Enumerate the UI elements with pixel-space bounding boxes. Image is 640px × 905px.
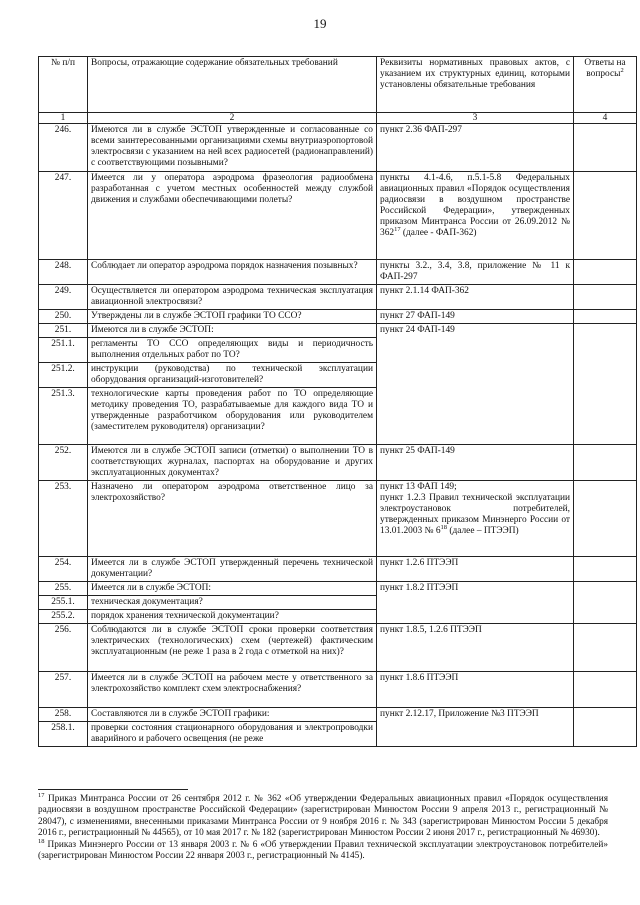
row-question: Имеется ли в службе ЭСТОП: [88,582,377,596]
row-question: Составляются ли в службе ЭСТОП графики: [88,708,377,722]
row-answer [574,445,637,481]
row-number: 248. [39,260,88,285]
row-answer [574,260,637,285]
row-number: 252. [39,445,88,481]
row-reference: пункт 1.2.6 ПТЭЭП [377,557,574,582]
reference-text-2-body: пункт 1.2.3 Правил технической эксплуатации электроустановок потребителей, утвержденных приказом Минэнерго России от 13.01.2003 № 6 [380,493,570,536]
column-index: 2 [88,113,377,124]
footnote-17 [38,791,608,840]
footnote-text: Приказ Минэнерго России от 13 января 2003 г. № 6 «Об утверждении Правил технической эксплуатации электроустановок потребителей» (зарегистрирован Минюстом России 22 января 2003 г., регистрационный № 4145). [38,839,608,862]
row-number: 247. [39,172,88,260]
row-number: 249. [39,285,88,310]
row-answer [574,624,637,672]
row-reference [377,172,574,260]
footnote-ref-18: 18 [440,523,448,531]
row-number: 255.1. [39,596,88,610]
row-reference: пункты 3.2., 3.4, 3.8, приложение № 11 к ФАП-297 [377,260,574,285]
footnote-mark: 18 [38,837,45,845]
row-reference: пункт 1.8.2 ПТЭЭП [377,582,574,624]
row-reference: пункт 2.12.17, Приложение №3 ПТЭЭП [377,708,574,747]
row-reference: пункт 25 ФАП-149 [377,445,574,481]
table-row [39,324,637,338]
row-question: порядок хранения технической документации? [88,610,377,624]
column-index: 4 [574,113,637,124]
row-number: 253. [39,481,88,557]
table-row [39,445,637,481]
row-answer [574,582,637,624]
row-answer [574,672,637,708]
table-row [39,260,637,285]
row-question: Имеется ли у оператора аэродрома фразеология радиообмена разработанная с учетом местных особенностей между службой движения и службами обеспечивающими полеты? [88,172,377,260]
row-answer [574,324,637,445]
row-number: 251.1. [39,338,88,363]
table-row [39,624,637,672]
footnote-mark: 17 [38,791,45,799]
reference-text-2-tail: (далее – ПТЭЭП) [447,526,519,536]
row-number: 255.2. [39,610,88,624]
table-row [39,708,637,722]
row-number: 254. [39,557,88,582]
row-number: 257. [39,672,88,708]
row-reference: пункт 2.36 ФАП-297 [377,124,574,172]
header-answer-label: Ответы на вопросы [584,58,626,79]
row-answer [574,708,637,747]
row-number: 250. [39,310,88,324]
row-number: 251.3. [39,388,88,445]
row-number: 251.2. [39,363,88,388]
table-row [39,172,637,260]
row-number: 255. [39,582,88,596]
row-number: 256. [39,624,88,672]
row-question: Имеется ли в службе ЭСТОП утвержденный перечень технической документации? [88,557,377,582]
row-question: инструкции (руководства) по технической эксплуатации оборудования организаций-изготовителей? [88,363,377,388]
column-index: 3 [377,113,574,124]
footnote-text: Приказ Минтранса России от 26 сентября 2012 г. № 362 «Об утверждении Федеральных авиационных правил «Порядок осуществления радиосвязи в воздушном пространстве Российской Федерации» (зарегистрирован Минюстом России 9 апреля 2013 г., регистрационный № 28047), с изменениями, внесенными приказами Минтранса России от 9 ноября 2016 г. № 343 (зарегистрирован Минюстом России 5 декабря 2016 г., регистрационный № 44565), от 10 мая 2017 г. № 182 (зарегистрирован Минюстом России 2 июня 2017 г., регистрационный № 46930). [38,794,608,839]
row-question: Имеются ли в службе ЭСТОП: [88,324,377,338]
reference-text: пункт 13 ФАП 149; [380,482,457,492]
page-number: 19 [313,16,327,31]
footnote-ref-17: 17 [394,225,401,233]
row-answer [574,310,637,324]
row-question: Соблюдаются ли в службе ЭСТОП сроки проверки соответствия электрических (технологических) схем (чертежей) фактическим эксплуатационным (не реже 1 раза в 2 года с отметкой на них)? [88,624,377,672]
row-question: Имеется ли в службе ЭСТОП на рабочем месте у ответственного за электрохозяйство комплект схем электроснабжения? [88,672,377,708]
reference-text-tail: (далее - ФАП-362) [400,228,477,238]
header-num: № п/п [39,57,88,113]
row-answer [574,557,637,582]
row-reference: пункт 1.8.6 ПТЭЭП [377,672,574,708]
footnotes [38,789,608,862]
row-number: 246. [39,124,88,172]
row-reference: пункт 1.8.5, 1.2.6 ПТЭЭП [377,624,574,672]
row-question: технологические карты проведения работ по ТО определяющие методику проведения ТО, разрабатываемые для каждого вида ТО и утвержденные разработчиком оборудования или руководителем (заместителем руководителя) организации? [88,388,377,445]
row-reference: пункт 2.1.14 ФАП-362 [377,285,574,310]
row-number: 251. [39,324,88,338]
row-question: Назначено ли оператором аэродрома ответственное лицо за электрохозяйство? [88,481,377,557]
requirements-table [38,56,637,747]
table-row [39,124,637,172]
row-answer [574,172,637,260]
reference-text-2 [380,493,570,537]
header-question: Вопросы, отражающие содержание обязательных требований [88,57,377,113]
row-number: 258.1. [39,722,88,747]
reference-text: пункты 4.1-4.6, п.5.1-5.8 Федеральных авиационных правил «Порядок осуществления радиосвязи в воздушном пространстве Российской Федерации», утвержденных приказом Минтранса России от 26.09.2012 № 362 [380,173,570,238]
column-index-row [39,113,637,124]
row-reference [377,481,574,557]
column-index: 1 [39,113,88,124]
table-header-row [39,57,637,113]
row-question: техническая документация? [88,596,377,610]
row-question: Соблюдает ли оператор аэродрома порядок назначения позывных? [88,260,377,285]
table-row [39,672,637,708]
footnote-ref-2: 2 [620,66,624,74]
row-question: проверки состояния стационарного оборудования и электропроводки аварийного и рабочего освещения (не реже [88,722,377,747]
row-answer [574,124,637,172]
row-answer [574,285,637,310]
row-question: Имеются ли в службе ЭСТОП записи (отметки) о выполнении ТО в соответствующих журналах, паспортах на оборудование и других эксплуатационных документах? [88,445,377,481]
row-question: регламенты ТО ССО определяющих виды и периодичность выполнения отдельных работ по ТО? [88,338,377,363]
footnote-18 [38,837,608,863]
table-row [39,582,637,596]
row-reference: пункт 24 ФАП-149 [377,324,574,445]
row-number: 258. [39,708,88,722]
table-row [39,557,637,582]
table-row [39,310,637,324]
row-question: Осуществляется ли оператором аэродрома техническая эксплуатация авиационной электросвязи? [88,285,377,310]
row-question: Утверждены ли в службе ЭСТОП графики ТО ССО? [88,310,377,324]
row-answer [574,481,637,557]
table-row [39,285,637,310]
footnote-divider [38,789,188,790]
header-answer [574,57,637,113]
header-reference: Реквизиты нормативных правовых актов, с указанием их структурных единиц, которыми установлены обязательные требования [377,57,574,113]
row-reference: пункт 27 ФАП-149 [377,310,574,324]
row-question: Имеются ли в службе ЭСТОП утвержденные и согласованные со всеми заинтересованными организациями схемы внутриаэропортовой электросвязи с указанием на ней всех радиосетей (радионаправлений) с соответствующими позывными? [88,124,377,172]
table-row [39,481,637,557]
